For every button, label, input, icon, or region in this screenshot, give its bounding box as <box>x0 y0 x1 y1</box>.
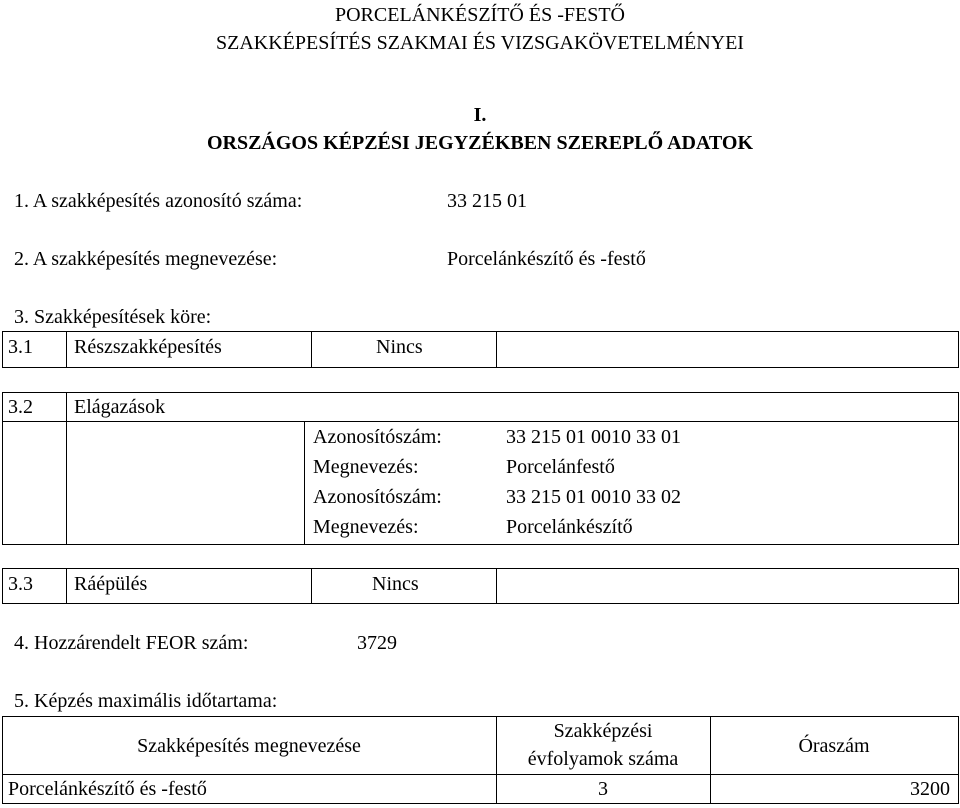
row-3-2-number: 3.2 <box>8 396 33 418</box>
section-number: I. <box>473 104 487 126</box>
row-3-3-label: Ráépülés <box>74 573 148 595</box>
item2-label: 2. A szakképesítés megnevezése: <box>14 248 278 270</box>
branch-2-name-label: Megnevezés: <box>313 516 419 538</box>
header-years-line1: Szakképzési <box>553 720 653 742</box>
row-hours: 3200 <box>910 778 950 800</box>
item1-value: 33 215 01 <box>447 190 527 212</box>
branch-2-name-value: Porcelánkészítő <box>506 516 633 538</box>
branch-2-id-value: 33 215 01 0010 33 02 <box>506 486 681 508</box>
item2-value: Porcelánkészítő és -festő <box>447 248 646 270</box>
header-hours: Óraszám <box>798 735 870 757</box>
row-3-3-value: Nincs <box>372 573 419 595</box>
branch-1-id-label: Azonosítószám: <box>313 426 442 448</box>
item4-label: 4. Hozzárendelt FEOR szám: <box>14 632 249 654</box>
row-qualification-name: Porcelánkészítő és -festő <box>8 778 207 800</box>
item3-label: 3. Szakképesítések köre: <box>14 306 212 328</box>
row-3-1-label: Részszakképesítés <box>74 336 222 358</box>
row-years: 3 <box>598 778 608 800</box>
item4-value: 3729 <box>357 632 397 654</box>
row-3-1-number: 3.1 <box>8 336 33 358</box>
document-title-line2: SZAKKÉPESÍTÉS SZAKMAI ÉS VIZSGAKÖVETELMÉNYEI <box>216 32 744 54</box>
branch-1-name-label: Megnevezés: <box>313 456 419 478</box>
header-qualification-name: Szakképesítés megnevezése <box>137 735 361 757</box>
row-3-2-label: Elágazások <box>74 396 166 418</box>
row-3-1-value: Nincs <box>376 336 423 358</box>
document-title-line1: PORCELÁNKÉSZÍTŐ ÉS -FESTŐ <box>334 4 625 26</box>
branch-1-name-value: Porcelánfestő <box>506 456 615 478</box>
row-3-3-number: 3.3 <box>8 573 33 595</box>
header-years-line2: évfolyamok száma <box>527 748 679 770</box>
section-title: ORSZÁGOS KÉPZÉSI JEGYZÉKBEN SZEREPLŐ ADATOK <box>206 132 754 154</box>
item5-label: 5. Képzés maximális időtartama: <box>14 690 278 712</box>
item1-label: 1. A szakképesítés azonosító száma: <box>14 190 303 212</box>
branch-2-id-label: Azonosítószám: <box>313 486 442 508</box>
branch-1-id-value: 33 215 01 0010 33 01 <box>506 426 681 448</box>
